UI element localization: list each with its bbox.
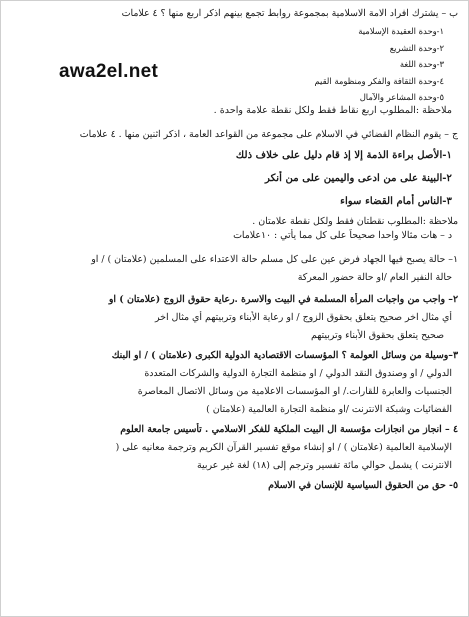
watermark: awa2el.net — [59, 61, 159, 82]
answer-line: صحيح يتعلق بحقوق الأبناء وتربيتهم — [310, 329, 444, 341]
answer-line: ٥- حق من الحقوق السياسية للإنسان في الاسلام — [268, 479, 458, 491]
list-item: ٢-وحدة التشريع — [389, 42, 444, 53]
question-d-header: د – هات مثالا واحدا صحيحاً على كل مما يأتي : ١٠علامات — [233, 229, 452, 241]
answer-line: ٣–وسيلة من وسائل العولمة ؟ المؤسسات الاقتصادية الدولية الكبرى (علامتان ) / او البنك — [111, 349, 458, 361]
rule-item: ٣-الناس أمام القضاء سواء — [340, 194, 452, 207]
answer-line: الإسلامية العالمية (علامتان ) / او إنشاء موقع تفسير القرآن الكريم وترجمة معانيه على ( — [115, 441, 452, 453]
list-item: ٣-وحدة اللغة — [399, 59, 444, 69]
answer-line: ٢– واجب من واجبات المرأة المسلمة في البيت والاسرة .رعاية حقوق الزوج (علامتان ) او — [108, 293, 458, 305]
answer-line: الجنسيات والعابرة للقارات./ او المؤسسات الاعلامية من وسائل الاتصال المعاصرة — [137, 385, 452, 397]
question-c-header: ج – يقوم النظام القضائي في الاسلام على مجموعة من القواعد العامة ، اذكر اثنين منها . ٤ علامات — [79, 128, 458, 140]
list-item: ٤-وحدة الثقافة والفكر ومنظومة القيم — [314, 75, 444, 86]
list-item: ٥-وحدة المشاعر والآمال — [359, 92, 444, 102]
answer-line: حالة النفير العام /او حالة حضور المعركة — [297, 271, 452, 283]
answer-line: أي مثال اخر صحيح يتعلق بحقوق الزوج / او رعاية الأبناء وتربيتهم أي مثال اخر — [155, 311, 452, 323]
answer-line: الانترنت ) يشمل حوالي مائة تفسير وترجم إلى (١٨) لغة غير عربية — [196, 459, 452, 471]
rule-item: ٢-البينة على من ادعى واليمين على من أنكر — [265, 171, 452, 184]
answer-line: الفضائيات وشبكة الانترنت /او منظمة التجارة العالمية (علامتان ) — [206, 403, 452, 415]
answer-line: الدولي / او وصندوق النقد الدولي / او منظمة التجارة الدولية والشركات المتعددة — [144, 367, 452, 379]
question-c-note: ملاحظة :المطلوب نقطتان فقط ولكل نقطة علامتان . — [252, 215, 458, 227]
answer-line: ١– حالة يصبح فيها الجهاد فرض عين على كل مسلم حالة الاعتداء على المسلمين (علامتان ) / او — [91, 253, 458, 265]
list-item: ١-وحدة العقيدة الإسلامية — [358, 26, 444, 36]
question-b-note: ملاحظة :المطلوب اربع نقاط فقط ولكل نقطة علامة واحدة . — [213, 104, 452, 116]
answer-line: ٤ – انجاز من انجازات مؤسسة ال البيت الملكية للفكر الاسلامي . تأسيس جامعة العلوم — [120, 423, 458, 435]
rule-item: ١-الأصل براءة الذمة إلا إذ قام دليل على خلاف ذلك — [235, 148, 452, 161]
question-b-header: ب – يشترك افراد الامة الاسلامية بمجموعة روابط تجمع بينهم اذكر اربع منها ؟ ٤ علامات — [121, 8, 458, 19]
